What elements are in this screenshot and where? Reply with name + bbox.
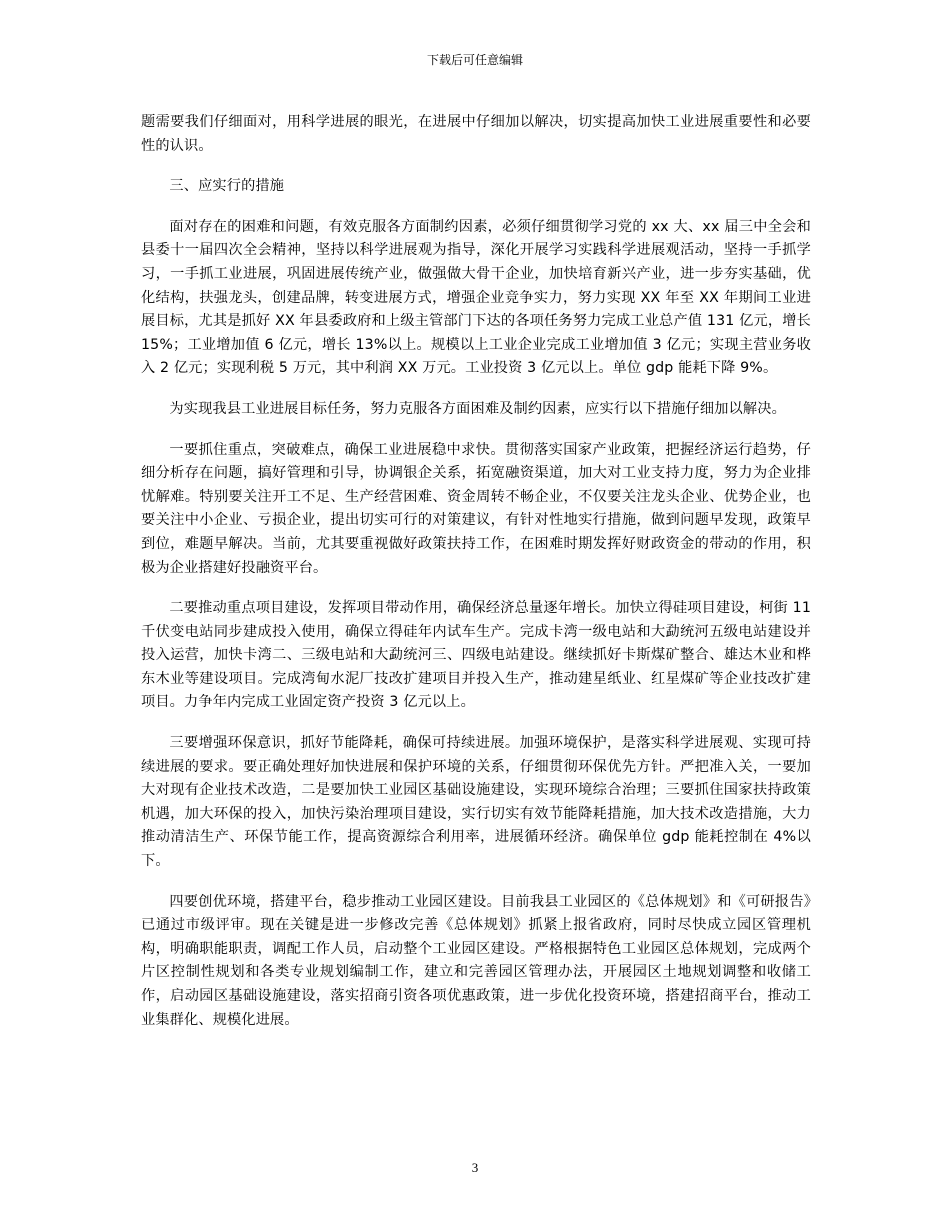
- paragraph-measure-one: 一要抓住重点，突破难点，确保工业进展稳中求快。贯彻落实国家产业政策，把握经济运行趋势，仔细分析存在问题，搞好管理和引导，协调银企关系，拓宽融资渠道，加大对工业支持力度，努力为企业排忧解难。特别要关注开工不足、生产经营困难、资金周转不畅企业，不仅要关注龙头企业、优势企业，也要关注中小企业、亏损企业，提出切实可行的对策建议，有针对性地实行措施，做到问题早发现，政策早到位，难题早解决。当前，尤其要重视做好政策扶持工作，在困难时期发挥好财政资金的带动的作用，积极为企业搭建好投融资平台。: [141, 441, 811, 576]
- paragraph-intro-measures: 为实现我县工业进展目标任务，努力克服各方面困难及制约因素，应实行以下措施仔细加以解决。: [169, 400, 786, 417]
- page-number: 3: [471, 1160, 479, 1175]
- section-heading-measures: 三、应实行的措施: [169, 178, 285, 195]
- paragraph-measure-four: 四要创优环境，搭建平台，稳步推动工业园区建设。目前我县工业园区的《总体规划》和《可研报告》已通过市级评审。现在关键是进一步修改完善《总体规划》抓紧上报省政府，同时尽快成立园区管理机构，明确职能职责，调配工作人员，启动整个工业园区建设。严格根据特色工业园区总体规划，完成两个片区控制性规划和各类专业规划编制工作，建立和完善园区管理办法，开展园区土地规划调整和收储工作，启动园区基础设施建设，落实招商引资各项优惠政策，进一步优化投资环境，搭建招商平台，推动工业集群化、规模化进展。: [141, 893, 811, 1028]
- document-body: [141, 111, 811, 1049]
- page-header: 下载后可任意编辑: [426, 53, 523, 67]
- paragraph-overview: 面对存在的困难和问题，有效克服各方面制约因素，必须仔细贯彻学习党的 xx 大、xx 届三中全会和县委十一届四次全会精神，坚持以科学进展观为指导，深化开展学习实践科学进展观活动，坚持一手抓学习，一手抓工业进展，巩固进展传统产业，做强做大骨干企业，加快培育新兴产业，进一步夯实基础，优化结构，扶强龙头，创建品牌，转变进展方式，增强企业竞争实力，努力实现 XX 年至 XX 年期间工业进展目标，尤其是抓好 XX 年县委政府和上级主管部门下达的各项任务努力完成工业总产值 131 亿元，增长 15%；工业增加值 6 亿元，增长 13%以上。规模以上工业企业完成工业增加值 3 亿元；实现主营业务收入 2 亿元；实现利税 5 万元，其中利润 XX 万元。工业投资 3 亿元以上。单位 gdp 能耗下降 9%。: [141, 218, 811, 377]
- paragraph-measure-two: 二要推动重点项目建设，发挥项目带动作用，确保经济总量逐年增长。加快立得硅项目建设，柯街 11 千伏变电站同步建成投入使用，确保立得硅年内试车生产。完成卡湾一级电站和大勐统河五级电站建设并投入运营，加快卡湾二、三级电站和大勐统河三、四级电站建设。继续抓好卡斯煤矿整合、雄达木业和桦东木业等建设项目。完成湾甸水泥厂技改扩建项目并投入生产，推动建星纸业、红星煤矿等企业技改扩建项目。力争年内完成工业固定资产投资 3 亿元以上。: [141, 600, 811, 711]
- paragraph-continuation: 题需要我们仔细面对，用科学进展的眼光，在进展中仔细加以解决，切实提高加快工业进展重要性和必要性的认识。: [141, 114, 811, 154]
- paragraph-measure-three: 三要增强环保意识，抓好节能降耗，确保可持续进展。加强环境保护，是落实科学进展观、实现可持续进展的要求。要正确处理好加快进展和保护环境的关系，仔细贯彻环保优先方针。严把准入关，一要加大对现有企业技术改造，二是要加快工业园区基础设施建设，实现环境综合治理；三要抓住国家扶持政策机遇，加大环保的投入，加快污染治理项目建设，实行切实有效节能降耗措施，加大技术改造措施，大力推动清洁生产、环保节能工作，提高资源综合利用率，进展循环经济。确保单位 gdp 能耗控制在 4%以下。: [141, 735, 811, 870]
